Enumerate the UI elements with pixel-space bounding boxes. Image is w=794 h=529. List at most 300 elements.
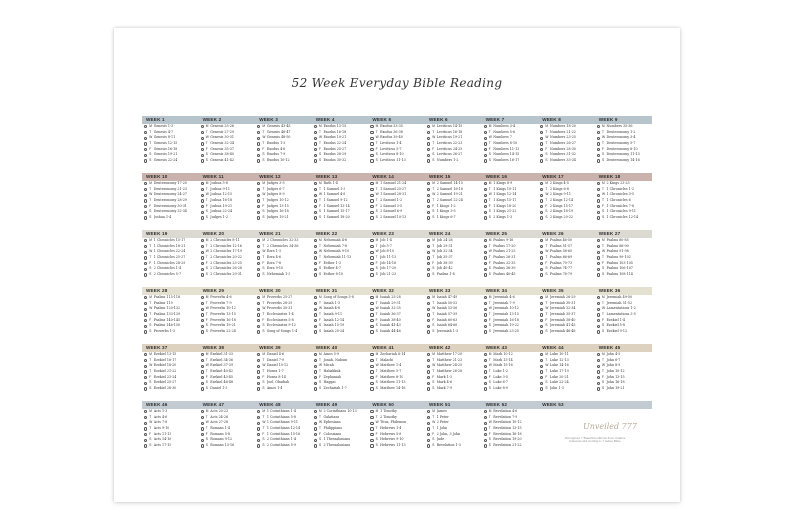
- checkbox-circle-icon[interactable]: [427, 251, 430, 254]
- checkbox-circle-icon[interactable]: [484, 330, 487, 333]
- checkbox-circle-icon[interactable]: [540, 296, 543, 299]
- checkbox-circle-icon[interactable]: [257, 159, 260, 162]
- checkbox-circle-icon[interactable]: [484, 353, 487, 356]
- checkbox-circle-icon[interactable]: [257, 251, 260, 254]
- checkbox-circle-icon[interactable]: [257, 359, 260, 362]
- checkbox-circle-icon[interactable]: [314, 205, 317, 208]
- checkbox-circle-icon[interactable]: [201, 308, 204, 311]
- checkbox-circle-icon[interactable]: [257, 148, 260, 151]
- checkbox-circle-icon[interactable]: [427, 137, 430, 140]
- checkbox-circle-icon[interactable]: [144, 382, 147, 385]
- checkbox-circle-icon[interactable]: [314, 182, 317, 185]
- checkbox-circle-icon[interactable]: [314, 239, 317, 242]
- checkbox-circle-icon[interactable]: [257, 194, 260, 197]
- checkbox-circle-icon[interactable]: [201, 211, 204, 214]
- checkbox-circle-icon[interactable]: [597, 245, 600, 248]
- checkbox-circle-icon[interactable]: [484, 137, 487, 140]
- checkbox-circle-icon[interactable]: [597, 302, 600, 305]
- checkbox-circle-icon[interactable]: [314, 194, 317, 197]
- checkbox-circle-icon[interactable]: [540, 251, 543, 254]
- checkbox-circle-icon[interactable]: [540, 125, 543, 128]
- checkbox-circle-icon[interactable]: [427, 268, 430, 271]
- checkbox-circle-icon[interactable]: [257, 154, 260, 157]
- checkbox-circle-icon[interactable]: [484, 410, 487, 413]
- checkbox-circle-icon[interactable]: [144, 325, 147, 328]
- checkbox-circle-icon[interactable]: [201, 427, 204, 430]
- checkbox-circle-icon[interactable]: [144, 188, 147, 191]
- checkbox-circle-icon[interactable]: [484, 376, 487, 379]
- checkbox-circle-icon[interactable]: [540, 359, 543, 362]
- checkbox-circle-icon[interactable]: [427, 188, 430, 191]
- checkbox-circle-icon[interactable]: [314, 410, 317, 413]
- checkbox-circle-icon[interactable]: [484, 439, 487, 442]
- checkbox-circle-icon[interactable]: [144, 302, 147, 305]
- checkbox-circle-icon[interactable]: [314, 376, 317, 379]
- checkbox-circle-icon[interactable]: [597, 296, 600, 299]
- checkbox-circle-icon[interactable]: [427, 211, 430, 214]
- checkbox-circle-icon[interactable]: [314, 188, 317, 191]
- checkbox-circle-icon[interactable]: [540, 205, 543, 208]
- checkbox-circle-icon[interactable]: [314, 382, 317, 385]
- checkbox-circle-icon[interactable]: [314, 125, 317, 128]
- checkbox-circle-icon[interactable]: [597, 154, 600, 157]
- checkbox-circle-icon[interactable]: [144, 216, 147, 219]
- checkbox-circle-icon[interactable]: [144, 148, 147, 151]
- checkbox-circle-icon[interactable]: [427, 427, 430, 430]
- checkbox-circle-icon[interactable]: [370, 330, 373, 333]
- checkbox-circle-icon[interactable]: [314, 387, 317, 390]
- checkbox-circle-icon[interactable]: [540, 387, 543, 390]
- checkbox-circle-icon[interactable]: [370, 439, 373, 442]
- checkbox-circle-icon[interactable]: [540, 137, 543, 140]
- checkbox-circle-icon[interactable]: [370, 154, 373, 157]
- checkbox-circle-icon[interactable]: [540, 370, 543, 373]
- checkbox-circle-icon[interactable]: [314, 148, 317, 151]
- checkbox-circle-icon[interactable]: [540, 319, 543, 322]
- checkbox-circle-icon[interactable]: [484, 205, 487, 208]
- checkbox-circle-icon[interactable]: [201, 444, 204, 447]
- checkbox-circle-icon[interactable]: [144, 262, 147, 265]
- checkbox-circle-icon[interactable]: [370, 245, 373, 248]
- checkbox-circle-icon[interactable]: [484, 365, 487, 368]
- checkbox-circle-icon[interactable]: [484, 427, 487, 430]
- checkbox-circle-icon[interactable]: [257, 439, 260, 442]
- checkbox-circle-icon[interactable]: [201, 182, 204, 185]
- checkbox-circle-icon[interactable]: [484, 159, 487, 162]
- checkbox-circle-icon[interactable]: [201, 216, 204, 219]
- checkbox-circle-icon[interactable]: [201, 296, 204, 299]
- checkbox-circle-icon[interactable]: [370, 137, 373, 140]
- checkbox-circle-icon[interactable]: [427, 216, 430, 219]
- checkbox-circle-icon[interactable]: [314, 302, 317, 305]
- checkbox-circle-icon[interactable]: [597, 142, 600, 145]
- checkbox-circle-icon[interactable]: [201, 125, 204, 128]
- checkbox-circle-icon[interactable]: [597, 353, 600, 356]
- checkbox-circle-icon[interactable]: [314, 353, 317, 356]
- checkbox-circle-icon[interactable]: [314, 262, 317, 265]
- checkbox-circle-icon[interactable]: [540, 262, 543, 265]
- checkbox-circle-icon[interactable]: [484, 319, 487, 322]
- checkbox-circle-icon[interactable]: [597, 131, 600, 134]
- checkbox-circle-icon[interactable]: [484, 188, 487, 191]
- checkbox-circle-icon[interactable]: [144, 365, 147, 368]
- checkbox-circle-icon[interactable]: [597, 148, 600, 151]
- checkbox-circle-icon[interactable]: [597, 325, 600, 328]
- checkbox-circle-icon[interactable]: [144, 182, 147, 185]
- checkbox-circle-icon[interactable]: [484, 325, 487, 328]
- checkbox-circle-icon[interactable]: [427, 302, 430, 305]
- checkbox-circle-icon[interactable]: [257, 325, 260, 328]
- checkbox-circle-icon[interactable]: [427, 308, 430, 311]
- checkbox-circle-icon[interactable]: [597, 211, 600, 214]
- checkbox-circle-icon[interactable]: [484, 216, 487, 219]
- checkbox-circle-icon[interactable]: [540, 131, 543, 134]
- checkbox-circle-icon[interactable]: [144, 416, 147, 419]
- checkbox-circle-icon[interactable]: [370, 148, 373, 151]
- checkbox-circle-icon[interactable]: [257, 416, 260, 419]
- checkbox-circle-icon[interactable]: [257, 308, 260, 311]
- checkbox-circle-icon[interactable]: [484, 245, 487, 248]
- checkbox-circle-icon[interactable]: [484, 359, 487, 362]
- checkbox-circle-icon[interactable]: [427, 439, 430, 442]
- checkbox-circle-icon[interactable]: [540, 308, 543, 311]
- checkbox-circle-icon[interactable]: [370, 142, 373, 145]
- checkbox-circle-icon[interactable]: [314, 268, 317, 271]
- checkbox-circle-icon[interactable]: [314, 325, 317, 328]
- checkbox-circle-icon[interactable]: [427, 313, 430, 316]
- checkbox-circle-icon[interactable]: [540, 245, 543, 248]
- checkbox-circle-icon[interactable]: [597, 376, 600, 379]
- checkbox-circle-icon[interactable]: [370, 194, 373, 197]
- checkbox-circle-icon[interactable]: [597, 365, 600, 368]
- checkbox-circle-icon[interactable]: [370, 313, 373, 316]
- checkbox-circle-icon[interactable]: [144, 154, 147, 157]
- checkbox-circle-icon[interactable]: [314, 199, 317, 202]
- checkbox-circle-icon[interactable]: [370, 427, 373, 430]
- checkbox-circle-icon[interactable]: [540, 194, 543, 197]
- checkbox-circle-icon[interactable]: [144, 410, 147, 413]
- checkbox-circle-icon[interactable]: [540, 216, 543, 219]
- checkbox-circle-icon[interactable]: [144, 444, 147, 447]
- checkbox-circle-icon[interactable]: [540, 154, 543, 157]
- checkbox-circle-icon[interactable]: [314, 308, 317, 311]
- checkbox-circle-icon[interactable]: [201, 268, 204, 271]
- checkbox-circle-icon[interactable]: [484, 251, 487, 254]
- checkbox-circle-icon[interactable]: [201, 319, 204, 322]
- checkbox-circle-icon[interactable]: [144, 273, 147, 276]
- checkbox-circle-icon[interactable]: [427, 154, 430, 157]
- checkbox-circle-icon[interactable]: [427, 125, 430, 128]
- checkbox-circle-icon[interactable]: [370, 370, 373, 373]
- checkbox-circle-icon[interactable]: [257, 137, 260, 140]
- checkbox-circle-icon[interactable]: [314, 256, 317, 259]
- checkbox-circle-icon[interactable]: [144, 211, 147, 214]
- checkbox-circle-icon[interactable]: [257, 142, 260, 145]
- checkbox-circle-icon[interactable]: [427, 148, 430, 151]
- checkbox-circle-icon[interactable]: [370, 188, 373, 191]
- checkbox-circle-icon[interactable]: [597, 330, 600, 333]
- checkbox-circle-icon[interactable]: [144, 239, 147, 242]
- checkbox-circle-icon[interactable]: [257, 296, 260, 299]
- checkbox-circle-icon[interactable]: [427, 205, 430, 208]
- checkbox-circle-icon[interactable]: [257, 427, 260, 430]
- checkbox-circle-icon[interactable]: [370, 131, 373, 134]
- checkbox-circle-icon[interactable]: [427, 376, 430, 379]
- checkbox-circle-icon[interactable]: [314, 359, 317, 362]
- checkbox-circle-icon[interactable]: [540, 199, 543, 202]
- checkbox-circle-icon[interactable]: [257, 313, 260, 316]
- checkbox-circle-icon[interactable]: [257, 239, 260, 242]
- checkbox-circle-icon[interactable]: [144, 251, 147, 254]
- checkbox-circle-icon[interactable]: [484, 148, 487, 151]
- checkbox-circle-icon[interactable]: [370, 325, 373, 328]
- checkbox-circle-icon[interactable]: [144, 330, 147, 333]
- checkbox-circle-icon[interactable]: [201, 302, 204, 305]
- checkbox-circle-icon[interactable]: [484, 268, 487, 271]
- checkbox-circle-icon[interactable]: [427, 382, 430, 385]
- checkbox-circle-icon[interactable]: [144, 387, 147, 390]
- checkbox-circle-icon[interactable]: [427, 319, 430, 322]
- checkbox-circle-icon[interactable]: [314, 319, 317, 322]
- checkbox-circle-icon[interactable]: [597, 273, 600, 276]
- checkbox-circle-icon[interactable]: [370, 319, 373, 322]
- checkbox-circle-icon[interactable]: [597, 251, 600, 254]
- checkbox-circle-icon[interactable]: [144, 125, 147, 128]
- checkbox-circle-icon[interactable]: [427, 239, 430, 242]
- checkbox-circle-icon[interactable]: [370, 256, 373, 259]
- checkbox-circle-icon[interactable]: [370, 308, 373, 311]
- checkbox-circle-icon[interactable]: [314, 245, 317, 248]
- checkbox-circle-icon[interactable]: [144, 319, 147, 322]
- checkbox-circle-icon[interactable]: [370, 376, 373, 379]
- checkbox-circle-icon[interactable]: [484, 387, 487, 390]
- checkbox-circle-icon[interactable]: [257, 422, 260, 425]
- checkbox-circle-icon[interactable]: [484, 313, 487, 316]
- checkbox-circle-icon[interactable]: [427, 296, 430, 299]
- checkbox-circle-icon[interactable]: [540, 256, 543, 259]
- checkbox-circle-icon[interactable]: [201, 159, 204, 162]
- checkbox-circle-icon[interactable]: [257, 216, 260, 219]
- checkbox-circle-icon[interactable]: [540, 148, 543, 151]
- checkbox-circle-icon[interactable]: [257, 245, 260, 248]
- checkbox-circle-icon[interactable]: [144, 245, 147, 248]
- checkbox-circle-icon[interactable]: [427, 159, 430, 162]
- checkbox-circle-icon[interactable]: [370, 387, 373, 390]
- checkbox-circle-icon[interactable]: [257, 302, 260, 305]
- checkbox-circle-icon[interactable]: [201, 154, 204, 157]
- checkbox-circle-icon[interactable]: [201, 131, 204, 134]
- checkbox-circle-icon[interactable]: [484, 416, 487, 419]
- checkbox-circle-icon[interactable]: [201, 422, 204, 425]
- checkbox-circle-icon[interactable]: [370, 359, 373, 362]
- checkbox-circle-icon[interactable]: [370, 205, 373, 208]
- checkbox-circle-icon[interactable]: [370, 182, 373, 185]
- checkbox-circle-icon[interactable]: [597, 182, 600, 185]
- checkbox-circle-icon[interactable]: [201, 433, 204, 436]
- checkbox-circle-icon[interactable]: [144, 439, 147, 442]
- checkbox-circle-icon[interactable]: [314, 154, 317, 157]
- checkbox-circle-icon[interactable]: [201, 387, 204, 390]
- checkbox-circle-icon[interactable]: [540, 365, 543, 368]
- checkbox-circle-icon[interactable]: [427, 433, 430, 436]
- checkbox-circle-icon[interactable]: [314, 330, 317, 333]
- checkbox-circle-icon[interactable]: [427, 410, 430, 413]
- checkbox-circle-icon[interactable]: [314, 296, 317, 299]
- checkbox-circle-icon[interactable]: [540, 376, 543, 379]
- checkbox-circle-icon[interactable]: [257, 131, 260, 134]
- checkbox-circle-icon[interactable]: [201, 273, 204, 276]
- checkbox-circle-icon[interactable]: [144, 308, 147, 311]
- checkbox-circle-icon[interactable]: [370, 302, 373, 305]
- checkbox-circle-icon[interactable]: [370, 211, 373, 214]
- checkbox-circle-icon[interactable]: [540, 211, 543, 214]
- checkbox-circle-icon[interactable]: [314, 422, 317, 425]
- checkbox-circle-icon[interactable]: [597, 382, 600, 385]
- checkbox-circle-icon[interactable]: [144, 268, 147, 271]
- checkbox-circle-icon[interactable]: [201, 382, 204, 385]
- checkbox-circle-icon[interactable]: [427, 387, 430, 390]
- checkbox-circle-icon[interactable]: [484, 382, 487, 385]
- checkbox-circle-icon[interactable]: [144, 194, 147, 197]
- checkbox-circle-icon[interactable]: [597, 256, 600, 259]
- checkbox-circle-icon[interactable]: [144, 137, 147, 140]
- checkbox-circle-icon[interactable]: [427, 182, 430, 185]
- checkbox-circle-icon[interactable]: [201, 353, 204, 356]
- checkbox-circle-icon[interactable]: [257, 273, 260, 276]
- checkbox-circle-icon[interactable]: [370, 416, 373, 419]
- checkbox-circle-icon[interactable]: [201, 188, 204, 191]
- checkbox-circle-icon[interactable]: [427, 370, 430, 373]
- checkbox-circle-icon[interactable]: [257, 330, 260, 333]
- checkbox-circle-icon[interactable]: [201, 365, 204, 368]
- checkbox-circle-icon[interactable]: [144, 353, 147, 356]
- checkbox-circle-icon[interactable]: [201, 148, 204, 151]
- checkbox-circle-icon[interactable]: [314, 439, 317, 442]
- checkbox-circle-icon[interactable]: [484, 433, 487, 436]
- checkbox-circle-icon[interactable]: [314, 142, 317, 145]
- checkbox-circle-icon[interactable]: [427, 444, 430, 447]
- checkbox-circle-icon[interactable]: [370, 199, 373, 202]
- checkbox-circle-icon[interactable]: [540, 188, 543, 191]
- checkbox-circle-icon[interactable]: [314, 273, 317, 276]
- checkbox-circle-icon[interactable]: [597, 188, 600, 191]
- checkbox-circle-icon[interactable]: [370, 268, 373, 271]
- checkbox-circle-icon[interactable]: [201, 262, 204, 265]
- checkbox-circle-icon[interactable]: [597, 125, 600, 128]
- checkbox-circle-icon[interactable]: [314, 216, 317, 219]
- checkbox-circle-icon[interactable]: [201, 325, 204, 328]
- checkbox-circle-icon[interactable]: [427, 199, 430, 202]
- checkbox-circle-icon[interactable]: [201, 256, 204, 259]
- checkbox-circle-icon[interactable]: [484, 199, 487, 202]
- checkbox-circle-icon[interactable]: [201, 313, 204, 316]
- checkbox-circle-icon[interactable]: [314, 211, 317, 214]
- checkbox-circle-icon[interactable]: [257, 319, 260, 322]
- checkbox-circle-icon[interactable]: [597, 194, 600, 197]
- checkbox-circle-icon[interactable]: [257, 365, 260, 368]
- checkbox-circle-icon[interactable]: [427, 325, 430, 328]
- checkbox-circle-icon[interactable]: [370, 159, 373, 162]
- checkbox-circle-icon[interactable]: [484, 262, 487, 265]
- checkbox-circle-icon[interactable]: [144, 359, 147, 362]
- checkbox-circle-icon[interactable]: [257, 262, 260, 265]
- checkbox-circle-icon[interactable]: [370, 125, 373, 128]
- checkbox-circle-icon[interactable]: [314, 444, 317, 447]
- checkbox-circle-icon[interactable]: [597, 313, 600, 316]
- checkbox-circle-icon[interactable]: [427, 245, 430, 248]
- checkbox-circle-icon[interactable]: [144, 376, 147, 379]
- checkbox-circle-icon[interactable]: [257, 205, 260, 208]
- checkbox-circle-icon[interactable]: [144, 256, 147, 259]
- checkbox-circle-icon[interactable]: [597, 319, 600, 322]
- checkbox-circle-icon[interactable]: [427, 256, 430, 259]
- checkbox-circle-icon[interactable]: [370, 365, 373, 368]
- checkbox-circle-icon[interactable]: [144, 142, 147, 145]
- checkbox-circle-icon[interactable]: [201, 205, 204, 208]
- checkbox-circle-icon[interactable]: [201, 416, 204, 419]
- checkbox-circle-icon[interactable]: [597, 137, 600, 140]
- checkbox-circle-icon[interactable]: [314, 159, 317, 162]
- checkbox-circle-icon[interactable]: [427, 142, 430, 145]
- checkbox-circle-icon[interactable]: [201, 199, 204, 202]
- checkbox-circle-icon[interactable]: [201, 359, 204, 362]
- checkbox-circle-icon[interactable]: [257, 268, 260, 271]
- checkbox-circle-icon[interactable]: [144, 422, 147, 425]
- checkbox-circle-icon[interactable]: [427, 194, 430, 197]
- checkbox-circle-icon[interactable]: [370, 444, 373, 447]
- checkbox-circle-icon[interactable]: [370, 410, 373, 413]
- checkbox-circle-icon[interactable]: [257, 370, 260, 373]
- checkbox-circle-icon[interactable]: [484, 125, 487, 128]
- checkbox-circle-icon[interactable]: [314, 251, 317, 254]
- checkbox-circle-icon[interactable]: [144, 296, 147, 299]
- checkbox-circle-icon[interactable]: [540, 182, 543, 185]
- checkbox-circle-icon[interactable]: [370, 296, 373, 299]
- checkbox-circle-icon[interactable]: [540, 330, 543, 333]
- checkbox-circle-icon[interactable]: [484, 273, 487, 276]
- checkbox-circle-icon[interactable]: [257, 433, 260, 436]
- checkbox-circle-icon[interactable]: [484, 370, 487, 373]
- checkbox-circle-icon[interactable]: [201, 245, 204, 248]
- checkbox-circle-icon[interactable]: [484, 182, 487, 185]
- checkbox-circle-icon[interactable]: [257, 256, 260, 259]
- checkbox-circle-icon[interactable]: [201, 251, 204, 254]
- checkbox-circle-icon[interactable]: [540, 302, 543, 305]
- checkbox-circle-icon[interactable]: [314, 365, 317, 368]
- checkbox-circle-icon[interactable]: [314, 370, 317, 373]
- checkbox-circle-icon[interactable]: [370, 422, 373, 425]
- checkbox-circle-icon[interactable]: [597, 370, 600, 373]
- checkbox-circle-icon[interactable]: [540, 239, 543, 242]
- checkbox-circle-icon[interactable]: [597, 239, 600, 242]
- checkbox-circle-icon[interactable]: [201, 239, 204, 242]
- checkbox-circle-icon[interactable]: [484, 211, 487, 214]
- checkbox-circle-icon[interactable]: [484, 154, 487, 157]
- checkbox-circle-icon[interactable]: [484, 444, 487, 447]
- checkbox-circle-icon[interactable]: [257, 353, 260, 356]
- checkbox-circle-icon[interactable]: [257, 376, 260, 379]
- checkbox-circle-icon[interactable]: [370, 239, 373, 242]
- checkbox-circle-icon[interactable]: [484, 194, 487, 197]
- checkbox-circle-icon[interactable]: [144, 199, 147, 202]
- checkbox-circle-icon[interactable]: [370, 273, 373, 276]
- checkbox-circle-icon[interactable]: [597, 262, 600, 265]
- checkbox-circle-icon[interactable]: [597, 308, 600, 311]
- checkbox-circle-icon[interactable]: [484, 239, 487, 242]
- checkbox-circle-icon[interactable]: [484, 296, 487, 299]
- checkbox-circle-icon[interactable]: [314, 433, 317, 436]
- checkbox-circle-icon[interactable]: [597, 159, 600, 162]
